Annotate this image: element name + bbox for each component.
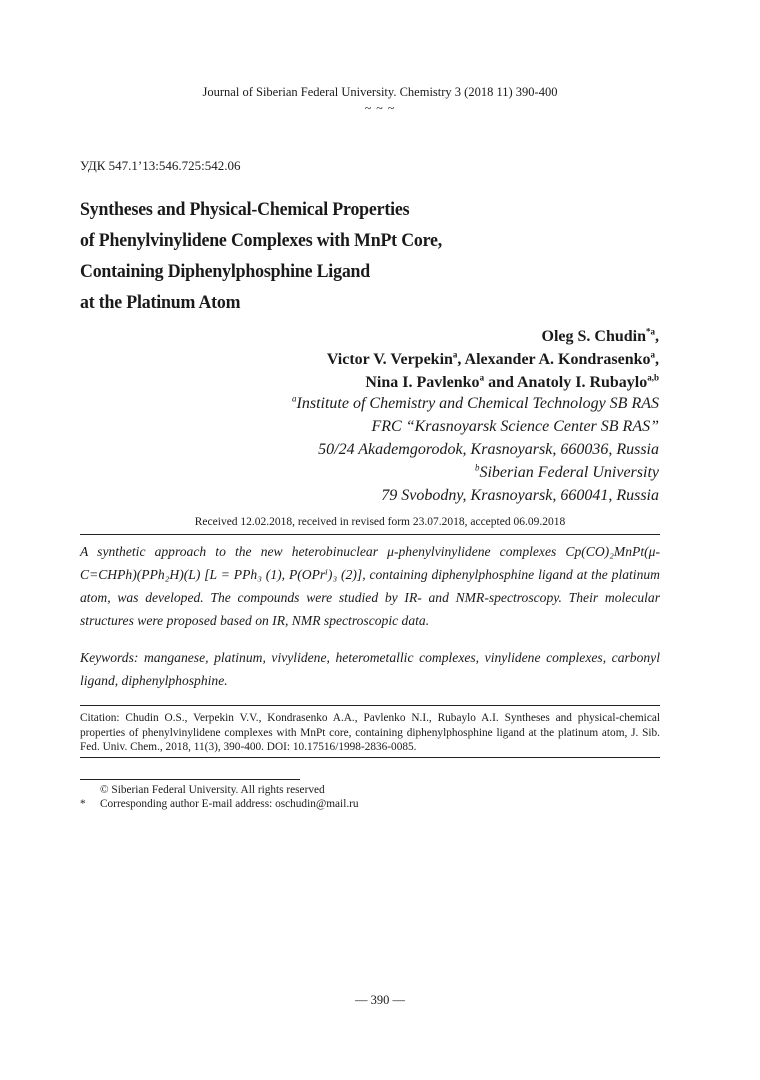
author-affiliation-mark: a [479,372,485,383]
author-affiliation-mark: a [650,349,655,360]
header-separator: ~ ~ ~ [364,101,396,115]
affiliation-text: Institute of Chemistry and Chemical Technology SB RAS [296,395,659,412]
author-affiliation-mark: a,b [647,372,659,383]
title-line: Syntheses and Physical-Chemical Properties [80,199,410,220]
author-affiliation-mark: *a [646,326,655,337]
affiliation-text: Siberian Federal University [479,464,659,481]
keywords: Keywords: manganese, platinum, vivylidene, heterometallic complexes, vinylidene complexes, carbonyl ligand, diphenylphosphine. [80,650,660,688]
udk-code: УДК 547.1’13:546.725:542.06 [80,158,241,173]
affiliation-line [292,392,659,415]
affiliation-mark: a [292,393,297,404]
abstract: A synthetic approach to the new heterobinuclear μ-phenylvinylidene complexes Cp(CO)₂MnPt(μ-C=CHPh)(PPh₂H)(L) [L = PPh₃ (1), P(OPrⁱ)₃ (2)], containing diphenylphosphine ligand at the platinum atom, was developed. The compounds were studied by IR- and NMR-spectroscopy. Their molecular structures were proposed based on IR, NMR spectroscopic data. [80,544,660,628]
page-number: — 390 — [355,993,405,1007]
author-separator: and [484,374,517,391]
author-name: Anatoly I. Rubaylo [516,374,648,391]
footnote-copyright [80,783,325,797]
title-line: of Phenylvinylidene Complexes with MnPt Core, [80,230,443,251]
author-name: Alexander A. Kondrasenko [464,351,651,368]
footnote-text: © Siberian Federal University. All rights reserved [100,784,325,796]
affiliation-line: 79 Svobodny, Krasnoyarsk, 660041, Russia [381,487,659,504]
author-name: Victor V. Verpekin [326,351,453,368]
author-separator: , [655,328,659,345]
author-name: Nina I. Pavlenko [365,374,480,391]
footnote-corresponding [80,797,359,811]
divider [80,534,660,535]
title-line: at the Platinum Atom [80,292,241,313]
footnote-text: Corresponding author E-mail address: oschudin@mail.ru [100,798,359,810]
divider [80,757,660,758]
author-separator: , [457,351,465,368]
author-separator: , [655,351,659,368]
paper-title [80,194,600,318]
affiliation-line [292,461,659,484]
citation: Citation: Chudin O.S., Verpekin V.V., Kondrasenko A.A., Pavlenko N.I., Rubaylo A.I. Syntheses and physical-chemical properties of phenylvinylidene complexes with MnPt core, containing diphenylphosphine ligand at the platinum atom, J. Sib. Fed. Univ. Chem., 2018, 11(3), 390-400. DOI: 10.17516/1998-2836-0085. [80,712,660,753]
author-name: Oleg S. Chudin [541,328,646,345]
author-affiliation-mark: a [452,349,458,360]
author-line [327,348,659,371]
affiliation-line: 50/24 Akademgorodok, Krasnoyarsk, 660036, Russia [318,441,659,458]
author-line [327,325,659,348]
received-dates: Received 12.02.2018, received in revised form 23.07.2018, accepted 06.09.2018 [194,516,566,528]
affiliations [292,392,659,507]
footnote-divider [80,779,300,780]
journal-header: Journal of Siberian Federal University. Chemistry 3 (2018 11) 390-400 [202,85,558,99]
affiliation-mark: b [474,462,480,473]
affiliation-line: FRC “Krasnoyarsk Science Center SB RAS” [371,418,659,435]
divider [80,705,660,706]
author-list [327,325,659,394]
title-line: Containing Diphenylphosphine Ligand [80,261,371,282]
footnote-mark: * [80,798,86,810]
author-line [327,371,659,394]
